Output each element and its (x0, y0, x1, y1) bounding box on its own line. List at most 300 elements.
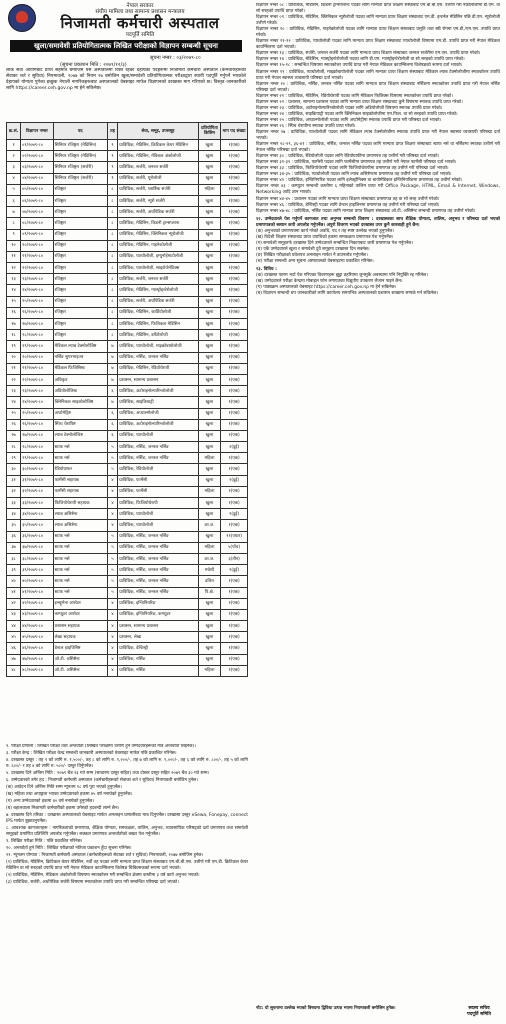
qualification-paragraph: (ङ) लिखित परीक्षाको प्रवेशपत्र अनलाइन मार्फत नै डाउनलोड गर्नुपर्नेछ। (256, 252, 368, 258)
cell-level: ४ (107, 632, 118, 643)
cell-post-count: १(एक) (221, 486, 248, 497)
table-row (7, 408, 248, 419)
cell-competition-type: खुला (198, 296, 221, 307)
table-row (7, 643, 248, 654)
table-row (7, 151, 248, 162)
qualification-paragraph: विज्ञापन नम्बर १५-१८ : सम्बन्धित विषयमा स्नातकोत्तर उपाधि प्राप्त गरी नेपाल मेडिकल काउन्सिलमा विशेषज्ञको रूपमा दर्ता भएको। (256, 63, 463, 69)
cell-post: फार्मेसी सहायक (53, 475, 107, 486)
cell-level: ९ (107, 140, 118, 151)
col-header-level: तह (107, 123, 118, 140)
cell-level: ८ (107, 307, 118, 318)
qualification-paragraph: विज्ञापन नम्बर ४४-४५ : प्रशासन पदका लागि मान्यता प्राप्त शिक्षण संस्थाबाट प्रमाणपत्र तह वा सो सरह उत्तीर्ण गरेको। (256, 196, 440, 202)
cell-post: रजिष्ट्रार (53, 263, 107, 274)
qualification-paragraph: (च) परीक्षा सम्बन्धी अन्य सूचना अस्पतालको वेबसाइटमा प्रकाशित गरिनेछ। (256, 258, 374, 264)
qualification-paragraph: विज्ञापन नम्बर ४३ : कम्प्युटर सम्बन्धी कम्तीमा ६ महिनाको तालिम प्राप्त गरी Office Package, HTML, Email & Internet, Windows, Networking आदि ज्ञान भएको। (256, 184, 500, 196)
cell-post-count: १(एक) (221, 195, 248, 206)
cell-competition-type: खुला (198, 643, 221, 654)
cell-level: ७ (107, 341, 118, 352)
signature-committee: पदपूर्ति समिति (467, 1011, 491, 1017)
cell-competition-type: खुला (198, 341, 221, 352)
cell-post-count: १(एक) (221, 330, 248, 341)
cell-ad-number: ११/२०७९-८० (21, 251, 54, 262)
cell-sn: २६ (7, 419, 21, 430)
cell-post-count: ५(पाँच) (221, 542, 248, 553)
cell-service-group: प्राविधिक, मेडिसिन, ग्यास्ट्रोइन्टेरोलोजी (118, 285, 198, 296)
condition-paragraph: (क) आवेदन दिने अन्तिम मिति सम्म न्यूनतम १८ वर्ष पूरा भएको हुनुपर्नेछ। (6, 785, 122, 790)
cell-post-count: १(एक) (221, 374, 248, 385)
cell-post-count: ११(एघार) (221, 531, 248, 542)
cell-competition-type: खुला (198, 229, 221, 240)
cell-ad-number: ३६/२०७९-८० (21, 531, 54, 542)
cell-post-count: १(एक) (221, 296, 248, 307)
table-row (7, 419, 248, 430)
cell-competition-type: खुला (198, 240, 221, 251)
cell-level: ६ (107, 419, 118, 430)
cell-post-count: १(एक) (221, 632, 248, 643)
cell-post: फिजियोथेरापी सहायक (53, 498, 107, 509)
cell-competition-type: आ.ज. (198, 520, 221, 531)
cell-sn: २५ (7, 408, 21, 419)
table-row (7, 274, 248, 285)
cell-level: ५ (107, 587, 118, 598)
condition-paragraph: (ख) महिला तथा अपाङ्गता भएका उम्मेदवारको हकमा ४५ वर्ष ननाघेको हुनुपर्नेछ। (6, 792, 133, 797)
qualification-paragraph: (ग) समावेशी समूहतर्फ दरखास्त दिने उम्मेदवारले सम्बन्धित निकायबाट जारी प्रमाणपत्र पेश गर्नुपर्नेछ। (256, 240, 414, 246)
table-row (7, 207, 248, 218)
cell-competition-type: खुला (198, 397, 221, 408)
cell-post: रजिष्ट्रार (53, 296, 107, 307)
cell-service-group: प्राविधिक, रेडियोलोजी (118, 464, 198, 475)
cell-post-count: १(एक) (221, 352, 248, 363)
cell-competition-type: खुला (198, 654, 221, 665)
col-header-post: पद (53, 123, 107, 140)
cell-ad-number: १५/२०७९-८० (21, 296, 54, 307)
cell-sn: ६ (7, 195, 21, 206)
cell-post: रजिष्ट्रार (53, 274, 107, 285)
cell-ad-number: ४५/२०७९-८० (21, 632, 54, 643)
table-row (7, 162, 248, 173)
cell-service-group: प्राविधिक, मेडिसिन, क्रिटिकल केयर मेडिसिन (118, 140, 198, 151)
cell-post: सिनियर रजिष्ट्रार (सर्जरी) (53, 162, 107, 173)
cell-ad-number: २१/२०७९-८० (21, 363, 54, 374)
cell-ad-number: ४८/२०७९-८० (21, 665, 54, 676)
signature-title: सदस्य सचिव (468, 1006, 490, 1011)
cell-post: रजिष्ट्रार (53, 251, 107, 262)
cell-service-group: प्राविधिक, सर्जरी, अर्थोपेडिक सर्जरी (118, 207, 198, 218)
cell-level: ४ (107, 486, 118, 497)
cell-service-group: प्राविधिक, सर्जरी, प्लाष्टिक सर्जरी (118, 184, 198, 195)
qualification-paragraph: १२. उम्मेदवारले पेश गर्नुपर्ने कागजात तथा अनुभव सम्बन्धी विवरण : दरखास्तका साथ शैक्षिक योग्यता, तालिम, अनुभव र परिषद्मा दर्ता भएको प्रमाणपत्रको स्क्यान कपी अपलोड गर्नुपर्नेछ। अपुरो विवरण भएको दरखास्त उपर कुनै कारबाही हुने छैन। (256, 216, 500, 228)
cell-post: कम्प्युटर अपरेटर (53, 609, 107, 620)
cell-post: प्रशासन सहायक (53, 621, 107, 632)
cell-service-group: प्राविधिक, अटोराइनोल्यारिन्जोलोजी (118, 386, 198, 397)
cell-post-count: १(एक) (221, 218, 248, 229)
cell-post-count: १(एक) (221, 498, 248, 509)
cell-competition-type: महिला (198, 542, 221, 553)
cell-competition-type: खुला (198, 430, 221, 441)
cell-level: ४ (107, 654, 118, 665)
cell-post-count: १(एक) (221, 654, 248, 665)
cell-sn: ३४ (7, 509, 21, 520)
cell-post-count: २(दुई) (221, 442, 248, 453)
cell-ad-number: ४३/२०७९-८० (21, 609, 54, 620)
cell-ad-number: १७/२०७९-८० (21, 319, 54, 330)
cell-competition-type: महिला (198, 453, 221, 464)
cell-post: अधिकृत (53, 374, 107, 385)
table-row (7, 363, 248, 374)
qualification-paragraph: विज्ञापन नम्बर ४७-४८ : प्राविधिक, नर्सिङ पदका लागि मान्यता प्राप्त शिक्षण संस्थाबाट ओ.टी. असिष्टेन्ट सम्बन्धी प्रमाणपत्र तह उत्तीर्ण गरेको। (256, 208, 476, 214)
qualification-paragraph: विज्ञापन नम्बर २१ : प्राविधिक, मेडिसिन, रेडियोथेरापी पदका लागि मेडिकल फिजिक्स विषयमा स्नातकोत्तर उपाधि प्राप्त गरेको। (256, 93, 453, 99)
cell-competition-type: खुला (198, 330, 221, 341)
cell-ad-number: ०९/२०७९-८० (21, 229, 54, 240)
cell-service-group: प्राविधिक, नर्सिङ (118, 665, 198, 676)
cell-post-count: १(एक) (221, 307, 248, 318)
cell-sn: २ (7, 151, 21, 162)
cell-level: ४ (107, 609, 118, 620)
col-header-post-count: माग पद संख्या (221, 123, 248, 140)
cell-post: मेडिकल ल्याब टेक्नोलोजिष्ट (53, 341, 107, 352)
qualification-paragraph: १३. विविध : (256, 267, 277, 273)
cell-service-group: प्राविधिक, फिजियोथेरापी (118, 498, 198, 509)
cell-level: ४ (107, 475, 118, 486)
cell-ad-number: २३/२०७९-८० (21, 386, 54, 397)
condition-paragraph: ४. दरखास्त दस्तुर : तह ९ को लागि रु. १,५००/-, तह ८ को लागि रु. १,२००/-, तह ७ को लागि रु. १,०००/-, तह ६ को लागि रु. ८००/-, तह ५ को लागि रु. ६००/- र तह ४ को लागि रु. ५००/- दस्तुर तिर्नुपर्नेछ। (6, 758, 248, 769)
cell-ad-number: २५/२०७९-८० (21, 408, 54, 419)
qualification-paragraph: विज्ञापन नम्बर २७ : प्राविधिक, प्याथोलोजी पदका लागि मेडिकल ल्याब टेक्नोलोजीमा स्नातक उपाधि प्राप्त गरी नेपाल स्वास्थ्य व्यवसायी परिषद्मा दर्ता भएको। (256, 129, 500, 142)
cell-competition-type: महिला (198, 665, 221, 676)
cell-level: ७ (107, 352, 118, 363)
table-row (7, 665, 248, 676)
col-header-competition-type: प्रतियोगिता किसिम (198, 123, 221, 140)
cell-post: रजिष्ट्रार (53, 319, 107, 330)
cell-sn: ३ (7, 162, 21, 173)
cell-ad-number: ०६/२०७९-८० (21, 195, 54, 206)
cell-service-group: प्राविधिक, प्याथोलोजी (118, 430, 198, 441)
cell-post: सिनियर रजिष्ट्रार (मेडिसिन) (53, 140, 107, 151)
qualification-paragraph: (घ) विज्ञापन सम्बन्धी थप जानकारीको लागि कार्यालय समयभित्र अस्पतालको प्रशासन शाखामा सम्पर्क गर्न सकिनेछ। (256, 291, 439, 297)
cell-competition-type: मधेशी (198, 565, 221, 576)
col-header-service-group: सेवा, समूह, उपसमूह (118, 123, 198, 140)
cell-service-group: प्रशासन, सामान्य प्रशासन (118, 374, 198, 385)
condition-paragraph: (३) प्राविधिक, सर्जरी, अर्थोपेडिक सर्जरी विषयमा स्नातकोत्तर उपाधि प्राप्त गरी सम्बन्धित परिषद्मा दर्ता भएको। (6, 880, 179, 885)
cell-service-group: प्राविधिक, नर्सिङ, जनरल नर्सिङ (118, 531, 198, 542)
cell-level: ८ (107, 207, 118, 218)
cell-sn: ३८ (7, 553, 21, 564)
conditions-section (6, 744, 248, 1016)
cell-ad-number: ०७/२०७९-८० (21, 207, 54, 218)
cell-level: ८ (107, 330, 118, 341)
ministry-line: संघीय मामिला तथा सामान्य प्रशासन मन्त्रालय (95, 9, 185, 15)
condition-paragraph: (घ) बहालवाला निजामती कर्मचारीको हकमा उमेरको हदबन्दी लाग्ने छैन। (6, 806, 120, 811)
cell-sn: २० (7, 352, 21, 363)
cell-service-group: प्राविधिक, नर्सिङ (118, 654, 198, 665)
cell-service-group: प्राविधिक, सर्जरी, न्यूरो सर्जरी (118, 195, 198, 206)
qualification-paragraph: विज्ञापन नम्बर ३४-३५ : प्राविधिक, प्याथोलोजी पदका लागि ल्याब असिष्टेन्टमा प्रमाणपत्र तह उत्तीर्ण गरी परिषद्मा दर्ता भएको। (256, 172, 452, 178)
table-row (7, 453, 248, 464)
cell-post-count: १(एक) (221, 453, 248, 464)
cell-sn: ४२ (7, 598, 21, 609)
cell-post-count: १(एक) (221, 609, 248, 620)
qualification-paragraph: विज्ञापन नम्बर १४ : प्राविधिक, मेडिसिन, ग्यास्ट्रोइन्टेरोलोजी पदका लागि डी.एम. ग्यास्ट्रोइन्टेरोलोजी वा सो सरहको उपाधि प्राप्त गरेको। (256, 57, 465, 63)
cell-post-count: १(एक) (221, 587, 248, 598)
cell-ad-number: २८/२०७९-८० (21, 442, 54, 453)
cell-post-count: १(एक) (221, 229, 248, 240)
cell-post: ल्याब असिष्टेन्ट (53, 509, 107, 520)
cell-level: ८ (107, 240, 118, 251)
cell-post: रजिष्ट्रार (53, 229, 107, 240)
table-row (7, 486, 248, 497)
table-row (7, 386, 248, 397)
cell-competition-type: खुला (198, 251, 221, 262)
cell-service-group: प्राविधिक, नर्सिङ, जनरल नर्सिङ (118, 352, 198, 363)
cell-level: ९ (107, 173, 118, 184)
cell-post: ल्याब असिष्टेन्ट (53, 520, 107, 531)
table-row (7, 442, 248, 453)
condition-paragraph: (ग) अन्य उम्मेदवारको हकमा ४० वर्ष ननाघेको हुनुपर्नेछ। (6, 799, 94, 804)
qualification-paragraph: विज्ञापन नम्बर २६ : स्पिच थेरापीमा स्नातक उपाधि प्राप्त गरेको। (256, 123, 356, 129)
cell-service-group: प्राविधिक, डेन्टिस्ट्री (118, 643, 198, 654)
table-row (7, 509, 248, 520)
publish-date: (सूचना प्रकाशन मिति : २०७९/१२/३) (60, 62, 127, 68)
cell-ad-number: २६/२०७९-८० (21, 419, 54, 430)
nepal-emblem-icon (8, 4, 36, 32)
cell-competition-type: खुला (198, 319, 221, 330)
cell-post: अडियोलोजिस्ट (53, 386, 107, 397)
cell-ad-number: ०८/२०७९-८० (21, 218, 54, 229)
cell-competition-type: महिला (198, 486, 221, 497)
cell-ad-number: ३०/२०७९-८० (21, 464, 54, 475)
cell-level: ८ (107, 319, 118, 330)
cell-post: रजिष्ट्रार (53, 184, 107, 195)
cell-sn: १९ (7, 341, 21, 352)
table-row (7, 307, 248, 318)
col-header-ad-number: विज्ञापन नम्बर (21, 123, 54, 140)
cell-sn: २७ (7, 430, 21, 441)
cell-service-group: प्राविधिक, मेडिसिन, किडनी ट्रान्सप्लान्ट (118, 218, 198, 229)
cell-sn: २४ (7, 397, 21, 408)
cell-service-group: प्राविधिक, नर्सिङ, जनरल नर्सिङ (118, 587, 198, 598)
table-row (7, 498, 248, 509)
table-row (7, 374, 248, 385)
qualification-paragraph: विज्ञापन नम्बर १३ : प्राविधिक, सर्जरी, जनरल सर्जरी पदका लागि मान्यता प्राप्त शिक्षण संस्थाबाट जनरल सर्जरीमा एम.एस. उपाधि प्राप्त गरेको। (256, 51, 481, 57)
cell-sn: ३५ (7, 520, 21, 531)
table-row (7, 341, 248, 352)
cell-post: स्टाफ नर्स (53, 453, 107, 464)
cell-ad-number: ०१/२०७९-८० (21, 140, 54, 151)
cell-level: ६ (107, 386, 118, 397)
cell-level: ९ (107, 151, 118, 162)
cell-service-group: प्रशासन, सामान्य प्रशासन (118, 621, 198, 632)
cell-level: ५ (107, 565, 118, 576)
cell-service-group: प्राविधिक, फार्मेसी (118, 475, 198, 486)
cell-level: ५ (107, 531, 118, 542)
cell-level: ७ (107, 363, 118, 374)
cell-ad-number: २९/२०७९-८० (21, 453, 54, 464)
col-header-sn: क्र.सं. (7, 123, 21, 140)
cell-competition-type: खुला (198, 419, 221, 430)
table-row (7, 240, 248, 251)
qualification-paragraph: (घ) एकै उम्मेदवारले खुला र समावेशी दुवै समूहमा दरखास्त दिन सक्नेछ। (256, 246, 370, 252)
condition-paragraph: ११. न्यूनतम योग्यता : निजामती कर्मचारी अस्पताल (कर्मचारीहरूको सेवाका शर्त र सुविधा) नियमावली, २०७७ बमोजिम हुनेछ। (6, 853, 204, 858)
cell-service-group: प्राविधिक, सर्जरी, यूरोलोजी (118, 173, 198, 184)
cell-sn: ४८ (7, 665, 21, 676)
cell-post-count: १(एक) (221, 162, 248, 173)
cell-sn: १४ (7, 285, 21, 296)
cell-ad-number: १०/२०७९-८० (21, 240, 54, 251)
cell-ad-number: ०४/२०७९-८० (21, 173, 54, 184)
condition-paragraph: ७. दरखास्त दिने तरिका : दरखास्त अस्पतालको वेबसाइट मार्फत अनलाइन प्रणालीबाट मात्र दिनुपर्नेछ। दरखास्त दस्तुर eSewa, Fonepay, connect IPS मार्फत बुझाउनुपर्नेछ। (6, 813, 248, 824)
cell-ad-number: १९/२०७९-८० (21, 341, 54, 352)
cell-sn: ३१ (7, 475, 21, 486)
table-row (7, 184, 248, 195)
cell-sn: १० (7, 240, 21, 251)
table-row (7, 173, 248, 184)
cell-post-count: १(एक) (221, 643, 248, 654)
cell-competition-type: खुला (198, 218, 221, 229)
qualification-paragraph: विज्ञापन नम्बर ३३ : प्राविधिक, फिजियोथेरापी पदका लागि फिजियोथेरापीमा प्रमाणपत्र तह उत्तीर्ण गरी परिषद्मा दर्ता भएको। (256, 166, 449, 172)
cell-post-count: १(एक) (221, 319, 248, 330)
condition-paragraph: (१) प्राविधिक, मेडिसिन, क्रिटिकल केयर मेडिसिन, नवौं तह पदका लागि मान्यता प्राप्त शिक्षण संस्थाबाट एम.बी.बी.एस. उत्तीर्ण गरी एम.डी. क्रिटिकल केयर मेडिसिन वा सो सरहको उपाधि प्राप्त गरी नेपाल मेडिकल काउन्सिलमा विशेषज्ञ चिकित्सकको रूपमा दर्ता भएको। (6, 860, 248, 871)
cell-ad-number: १३/२०७९-८० (21, 274, 54, 285)
condition-paragraph: ५. दरखास्त दिने अन्तिम मिति : २०७९ चैत्र २३ गते सम्म (साधारण दस्तुर सहित) तथा दोब्बर दस्तुर सहित २०७९ चैत्र ३० गते सम्म। (6, 771, 210, 776)
qualification-paragraph: (क) दरखास्त फारम भर्दा पेश गरिएका विवरणहरू झुट्टा ठहरिएमा जुनसुकै अवस्थामा पनि नियुक्ति रद्द गरिनेछ। (256, 273, 428, 279)
cell-competition-type: खुला (198, 151, 221, 162)
cell-sn: १६ (7, 307, 21, 318)
cell-service-group: प्राविधिक, साइकियाट्री (118, 397, 198, 408)
cell-competition-type: खुला (198, 207, 221, 218)
cell-sn: ३२ (7, 486, 21, 497)
cell-competition-type: खुला (198, 509, 221, 520)
cell-competition-type: खुला (198, 195, 221, 206)
table-row (7, 229, 248, 240)
cell-level: ८ (107, 195, 118, 206)
table-row (7, 632, 248, 643)
cell-ad-number: ०२/२०७९-८० (21, 151, 54, 162)
cell-level: ८ (107, 184, 118, 195)
cell-post: स्टाफ नर्स (53, 531, 107, 542)
cell-level: ८ (107, 296, 118, 307)
cell-level: ८ (107, 285, 118, 296)
cell-level: ६ (107, 430, 118, 441)
cell-post: रजिष्ट्रार (53, 307, 107, 318)
qualification-paragraph: विज्ञापन नम्बर २४ : प्राविधिक, साइकियाट्री पदका लागि क्लिनिकल साइकोलोजीमा एम.फिल. वा सो सरहको उपाधि प्राप्त गरेको। (256, 111, 458, 117)
qualification-paragraph: विज्ञापन नम्बर ०९ : प्राविधिक, मेडिसिन, क्लिनिकल न्युरोलोजी पदका लागि मान्यता प्राप्त शिक्षण संस्थाबाट एम.डी. इन्टर्नल मेडिसिन पछि डी.एम. न्युरोलोजी उत्तीर्ण गरेको। (256, 15, 500, 27)
cell-sn: १२ (7, 263, 21, 274)
qualification-paragraph: (ग) पाठ्यक्रम अस्पतालको वेबसाइट https://career.ceh.gov.np मा हेर्न सकिनेछ। (256, 285, 397, 291)
cell-post: स्टाफ नर्स (53, 565, 107, 576)
cell-sn: २२ (7, 374, 21, 385)
table-row (7, 251, 248, 262)
table-row (7, 285, 248, 296)
cell-post-count: १(एक) (221, 263, 248, 274)
cell-level: ८ (107, 274, 118, 285)
cell-competition-type: खुला (198, 140, 221, 151)
cell-post: रजिष्ट्रार (53, 195, 107, 206)
cell-post: स्पिच थेरापिष्ट (53, 419, 107, 430)
condition-paragraph: ६. उम्मेदवारको उमेर हद : निजामती कर्मचारी अस्पताल (कर्मचारीहरूको सेवाका शर्त र सुविधा) नियमावली बमोजिम हुनेछ। (6, 778, 198, 783)
cell-ad-number: २७/२०७९-८० (21, 430, 54, 441)
cell-service-group: प्राविधिक, नर्सिङ, जनरल नर्सिङ (118, 542, 198, 553)
cell-competition-type: खुला (198, 352, 221, 363)
cell-sn: ४६ (7, 643, 21, 654)
cell-service-group: प्राविधिक, नर्सिङ, जनरल नर्सिङ (118, 453, 198, 464)
cell-post: इन्स्ट्रुमेन्ट अपरेटर (53, 598, 107, 609)
cell-sn: ५ (7, 184, 21, 195)
cell-competition-type: खुला (198, 263, 221, 274)
cell-post: ल्याब टेक्नोलोजिष्ट (53, 430, 107, 441)
cell-service-group: प्राविधिक, नर्सिङ, जनरल नर्सिङ (118, 442, 198, 453)
cell-ad-number: ०५/२०७९-८० (21, 184, 54, 195)
cell-ad-number: ४४/२०७९-८० (21, 621, 54, 632)
table-row (7, 296, 248, 307)
cell-sn: १३ (7, 274, 21, 285)
qualification-paragraph: विज्ञापन नम्बर ३१-३२ : प्राविधिक, फार्मेसी पदका लागि फार्मेसीमा प्रमाणपत्र तह उत्तीर्ण गरी नेपाल फार्मेसी परिषद्मा दर्ता भएको। (256, 160, 457, 166)
cell-level: ९ (107, 162, 118, 173)
cell-competition-type: खुला (198, 621, 221, 632)
cell-service-group: प्राविधिक, सर्जरी, जनरल सर्जरी (118, 162, 198, 173)
cell-competition-type: खुला (198, 307, 221, 318)
cell-competition-type: खुला (198, 274, 221, 285)
cell-sn: २३ (7, 386, 21, 397)
cell-post: रेडियोग्राफर (53, 464, 107, 475)
hospital-name: निजामती कर्मचारी अस्पताल (60, 14, 220, 32)
cell-ad-number: ४२/२०७९-८० (21, 598, 54, 609)
cell-post-count: १(एक) (221, 140, 248, 151)
cell-sn: ४३ (7, 609, 21, 620)
condition-paragraph: १०. अन्तर्वार्ता हुने मिति : लिखित परीक्षाको नतिजा प्रकाशन हुँदा सूचना गरिनेछ। (6, 846, 132, 851)
cell-service-group: प्राविधिक, मेडिसिन, कार्डियोलोजी (118, 307, 198, 318)
cell-post-count: १(एक) (221, 173, 248, 184)
cell-post: नर्सिङ सुपरभाइजर (53, 352, 107, 363)
qualification-paragraph: (ख) उम्मेदवारले परीक्षा केन्द्रमा मोबाइल फोन लगायतका विद्युतीय उपकरण लैजान पाइने छैन। (256, 279, 403, 285)
cell-sn: १८ (7, 330, 21, 341)
cell-sn: ३६ (7, 531, 21, 542)
cell-ad-number: २०/२०७९-८० (21, 352, 54, 363)
cell-competition-type: पि.क्षे. (198, 587, 221, 598)
cell-sn: १५ (7, 296, 21, 307)
qualification-paragraph: विज्ञापन नम्बर २८-२९, ३६-४१ : प्राविधिक, नर्सिङ, जनरल नर्सिङ पदका लागि मान्यता प्राप्त शिक्षण संस्थाबाट स्टाफ नर्स वा नर्सिङमा स्नातक उत्तीर्ण गरी नेपाल नर्सिङ परिषद्मा दर्ता भएको। (256, 142, 500, 154)
cell-post: रजिष्ट्रार (53, 218, 107, 229)
cell-competition-type: खुला (198, 442, 221, 453)
cell-level: ७ (107, 374, 118, 385)
cell-level: ४ (107, 621, 118, 632)
cell-ad-number: ३४/२०७९-८० (21, 509, 54, 520)
cell-post-count: १(एक) (221, 408, 248, 419)
cell-competition-type: खुला (198, 408, 221, 419)
cell-sn: ४७ (7, 654, 21, 665)
cell-competition-type: खुला (198, 464, 221, 475)
cell-post-count: ३(तीन) (221, 553, 248, 564)
cell-sn: २१ (7, 363, 21, 374)
table-row (7, 218, 248, 229)
cell-post: लेखा सहायक (53, 632, 107, 643)
condition-paragraph: ३. परीक्षा केन्द्र : लिखित परीक्षा केन्द्र सम्बन्धी जानकारी अस्पतालको वेबसाइट मार्फत पछि प्रकाशित गरिनेछ। (6, 751, 177, 756)
cell-competition-type: खुला (198, 498, 221, 509)
cell-ad-number: ४७/२०७९-८० (21, 654, 54, 665)
table-row (7, 520, 248, 531)
condition-paragraph: ८. आवश्यक कागजातहरू : नागरिकताको प्रमाणपत्र, शैक्षिक योग्यता, समकक्षता, तालिम, अनुभव, व्यावसायिक परिषद्को दर्ता प्रमाणपत्र तथा समावेशी समूहको प्रमाणित प्रतिलिपि अपलोड गर्नुपर्नेछ। सक्कल प्रमाणपत्र अन्तर्वार्ताको बखत पेश गर्नुपर्नेछ। (6, 826, 248, 837)
cell-competition-type: खुला (198, 162, 221, 173)
cell-service-group: प्राविधिक, मेडिसिन, मेडिकल अंकोलोजी (118, 151, 198, 162)
qualification-paragraph: विज्ञापन नम्बर ३० : प्राविधिक, रेडियोलोजी पदका लागि रेडियोग्राफीमा प्रमाणपत्र तह उत्तीर्ण गरी परिषद्मा दर्ता भएको। (256, 154, 440, 160)
cell-service-group: प्राविधिक, मेडिसिन, गाइनेकोलोजी (118, 240, 198, 251)
cell-post-count: १(एक) (221, 274, 248, 285)
cell-post-count: १(एक) (221, 285, 248, 296)
committee-name: पदपूर्ति समिति (125, 32, 155, 38)
cell-level: ४ (107, 643, 118, 654)
cell-competition-type: महिला (198, 184, 221, 195)
cell-post-count: २(दुई) (221, 475, 248, 486)
table-row (7, 576, 248, 587)
